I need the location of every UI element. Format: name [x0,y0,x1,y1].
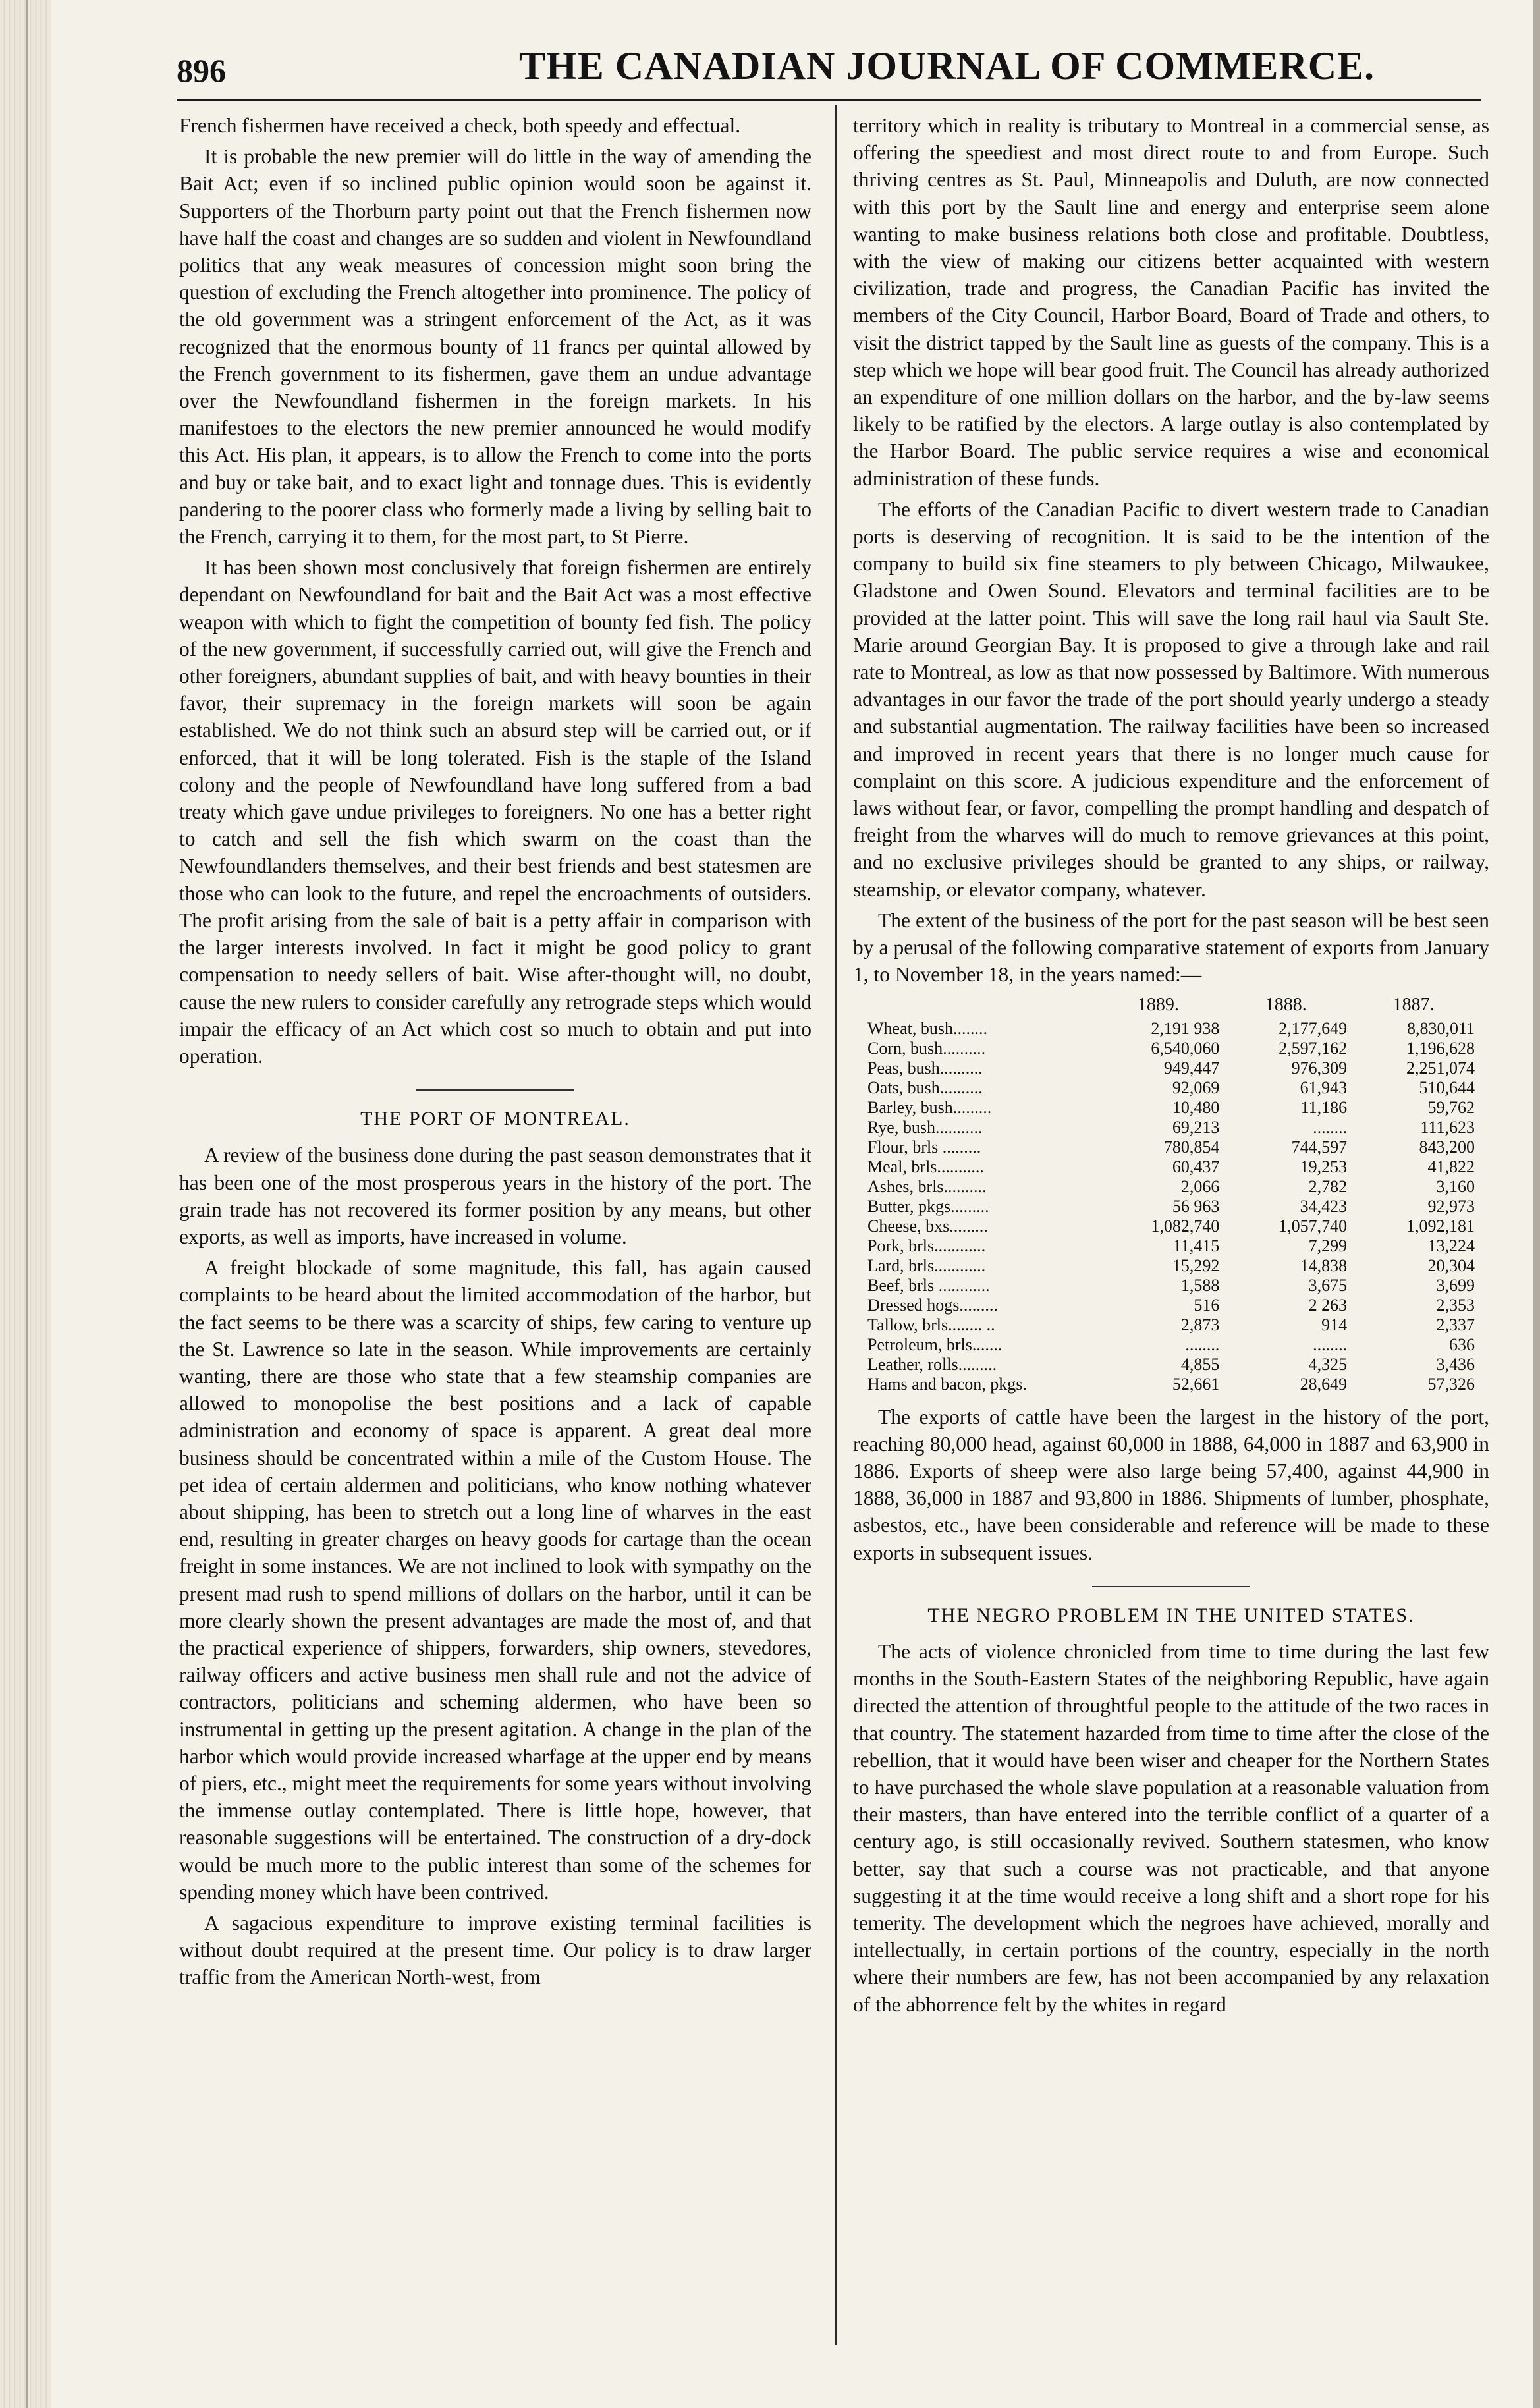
page-header [177,43,1481,90]
table-cell-1888: 28,649 [1300,1374,1348,1394]
table-cell-1889: 69,213 [1172,1117,1220,1137]
section-title-negro-problem: THE NEGRO PROBLEM IN THE UNITED STATES. [927,1604,1415,1626]
table-cell-item: Corn, bush.......... [867,1038,986,1058]
right-column [853,112,1489,2022]
table-cell-1889: 2,066 [1180,1176,1220,1196]
table-cell-item: Wheat, bush........ [867,1018,987,1038]
table-cell-1889: 56 963 [1172,1196,1220,1216]
table-cell-1887: 59,762 [1427,1097,1475,1117]
table-cell-item: Flour, brls ......... [867,1137,981,1157]
table-cell-item: Beef, brls ............ [867,1275,990,1295]
table-cell-1889: 52,661 [1172,1374,1220,1394]
paragraph: The extent of the business of the port for the past season will be best seen by a perusal of the following comparative statement of exports from January 1, to November 18, in the years named:— [853,908,1489,987]
table-cell-1888: 2 263 [1308,1295,1348,1315]
table-cell-1889: 2,873 [1180,1315,1220,1334]
table-cell-1889: 11,415 [1172,1236,1220,1255]
table-cell-1887: 20,304 [1427,1255,1475,1275]
table-cell-1887: 510,644 [1419,1078,1475,1097]
table-cell-1889: 949,447 [1163,1058,1220,1078]
table-cell-item: Barley, bush......... [867,1097,992,1117]
table-body [865,1019,1477,1394]
table-cell-1887: 92,973 [1427,1196,1475,1216]
page-right-edge [1533,0,1540,2408]
table-cell-1888: 19,253 [1300,1157,1348,1176]
table-row [865,1335,1477,1355]
table-row [865,1098,1477,1118]
table-cell-1888: 4,325 [1308,1354,1348,1374]
table-row [865,1058,1477,1078]
table-row [865,1137,1477,1157]
table-cell-1888: ........ [1313,1117,1348,1137]
table-cell-item: Peas, bush.......... [867,1058,983,1078]
table-cell-item: Ashes, brls.......... [867,1176,987,1196]
paragraph: A review of the business done during the past season demonstrates that it has been one of the most prosperous years in the history of the port. The grain trade has not recovered its former position by any means, but other exports, as well as imports, have increased in volume. [179,1143,811,1248]
paragraph: A freight blockade of some magnitude, this fall, has again caused complaints to be heard about the limited accommodation of the harbor, but the fact seems to be there was a scarcity of ships, few caring to venture up the St. Lawrence so late in the season. While improvements are certainly wanting, there are those who state that a few steamship companies are allowed to monopolise the best positions and a lack of capable administration and economy of space is apparent. A great deal more business should be concentrated within a mile of the Custom House. The pet idea of certain aldermen and politicians, who know nothing whatever about shipping, has been to stretch out a long line of wharves in the east end, resulting in greater charges on heavy goods for cartage than the ocean freight in some instances. We are not inclined to look with sympathy on the present mad rush to spend millions of dollars on the harbor, until it can be more clearly shown the present advantages are made the most of, and that the practical experience of shippers, forwarders, ship owners, stevedores, railway officers and active business men shall rule and not the advice of contractors, politicians and scheming aldermen, who have been so instrumental in getting up the present agitation. A change in the plan of the harbor which would provide increased wharfage at the upper end by means of piers, etc., might meet the requirements for some years without involving the immense outlay contemplated. There is little hope, however, that reasonable suggestions will be entertained. The construction of a dry-dock would be much more to the public interest than some of the schemes for spending money which have been contrived. [179,1256,811,1903]
table-cell-1889: ........ [1185,1334,1220,1354]
section-separator [1092,1586,1250,1587]
table-cell-1888: 11,186 [1300,1097,1348,1117]
table-cell-item: Pork, brls............ [867,1236,986,1255]
paragraph: It is probable the new premier will do little in the way of amending the Bait Act; even if so inclined public opinion would soon be against it. Supporters of the Thorburn party point out that the French fishermen now have half the coast and changes are so sudden and violent in Newfoundland politics that any weak measures of concession might soon bring the question of excluding the French altogether into prominence. The policy of the old government was a stringent enforcement of the Act, as it was recognized that the enormous bounty of 11 francs per quintal allowed by the French government to its fishermen, gave them an undue advantage over the Newfoundland fishermen in the foreign markets. In his manifestoes to the electors the new premier announced he would modify this Act. His plan, it appears, is to allow the French to come into the ports and buy or take bait, and to exact light and tonnage dues. This is evidently pandering to the poorer class who formerly made a living by selling bait to the French, carrying it to them, for the most part, to St Pierre. [179,145,811,549]
table-cell-1888: 3,675 [1308,1275,1348,1295]
table-cell-1887: 843,200 [1419,1137,1475,1157]
left-column [179,112,811,1995]
table-cell-1888: 976,309 [1291,1058,1348,1078]
paragraph: territory which in reality is tributary to Montreal in a commercial sense, as offering the speediest and most direct route to and from Europe. Such thriving centres as St. Paul, Minneapolis and Duluth, are now connected with this port by the Sault line and energy and enterprise seem alone wanting to make business relations both close and profitable. Doubtless, with the view of making our citizens better acquainted with western civilization, trade and progress, the Canadian Pacific has invited the members of the City Council, Harbor Board, Board of Trade and others, to visit the district tapped by the Sault line as guests of the company. This is a step which we hope will bear good fruit. The Council has already authorized an expenditure of one million dollars on the harbor, and the by-law seems likely to be ratified by the electors. A large outlay is also contemplated by the Harbor Board. The public service requires a wise and economical administration of these funds. [853,114,1489,490]
table-cell-1887: 13,224 [1427,1236,1475,1255]
binding-edge-line [26,0,28,2408]
journal-title: THE CANADIAN JOURNAL OF COMMERCE. [519,44,1375,88]
table-cell-1889: 6,540,060 [1151,1038,1220,1058]
table-cell-item: Petroleum, brls....... [867,1334,1003,1354]
table-cell-item: Meal, brls........... [867,1157,984,1176]
exports-table [865,995,1477,1394]
table-cell-1887: 2,353 [1436,1295,1475,1315]
table-row [865,1256,1477,1276]
column-divider [835,105,837,2345]
table-cell-1888: ........ [1313,1334,1348,1354]
table-cell-1887: 1,092,181 [1406,1216,1475,1236]
table-cell-1888: 914 [1321,1315,1348,1334]
table-row [865,1315,1477,1335]
table-cell-1888: 34,423 [1300,1196,1348,1216]
table-cell-1887: 2,337 [1436,1315,1475,1334]
page-number: 896 [177,52,226,89]
table-cell-1887: 1,196,628 [1406,1038,1475,1058]
paragraph: The acts of violence chronicled from time to time during the last few months in the South-Eastern States of the neighboring Republic, have again directed the attention of throughtful people to the attitude of the two races in that country. The statement hazarded from time to time after the close of the rebellion, that it would have been wiser and cheaper for the Northern States to have purchased the whole slave population at a reasonable valuation from their masters, than have entered into the terrible conflict of a quarter of a century ago, is still occasionally revived. Southern statesmen, who know better, say that such a course was not practicable, and that anyone suggesting it at the time would receive a long shift and a short rope for his temerity. The development which the negroes have achieved, morally and intellectually, in certain portions of the country, especially in the north where their numbers are few, has not been accompanied by any relaxation of the abhorrence felt by the whites in regard [853,1639,1489,2016]
section-separator [416,1089,574,1091]
table-cell-1889: 1,588 [1180,1275,1220,1295]
table-cell-1888: 2,177,649 [1279,1018,1348,1038]
table-cell-1888: 14,838 [1300,1255,1348,1275]
table-row [865,1296,1477,1315]
table-cell-1887: 3,436 [1436,1354,1475,1374]
header-rule [177,99,1481,101]
table-cell-1889: 516 [1194,1295,1220,1315]
table-cell-1887: 57,326 [1427,1374,1475,1394]
table-cell-1889: 4,855 [1180,1354,1220,1374]
section-title-port-of-montreal: THE PORT OF MONTREAL. [360,1108,630,1130]
paragraph: French fishermen have received a check, both speedy and effectual. [179,114,741,137]
table-cell-1889: 92,069 [1172,1078,1220,1097]
table-cell-1889: 15,292 [1172,1255,1220,1275]
table-cell-1887: 636 [1449,1334,1475,1354]
table-cell-1888: 2,782 [1308,1176,1348,1196]
table-cell-1889: 780,854 [1163,1137,1220,1157]
table-cell-1887: 3,160 [1436,1176,1475,1196]
table-cell-1887: 8,830,011 [1406,1018,1475,1038]
binding-gutter [0,0,51,2408]
table-row [865,1078,1477,1098]
table-cell-item: Rye, bush........... [867,1117,983,1137]
table-cell-item: Butter, pkgs......... [867,1196,989,1216]
table-cell-1888: 744,597 [1291,1137,1348,1157]
table-cell-1888: 7,299 [1308,1236,1348,1255]
table-row [865,1276,1477,1296]
table-row [865,1157,1477,1177]
table-header-year: 1888. [1265,994,1307,1015]
table-row [865,1375,1477,1394]
paragraph: The efforts of the Canadian Pacific to divert western trade to Canadian ports is deserving of recognition. It is said to be the intention of the company to build six fine steamers to ply between Chicago, Milwaukee, Gladstone and Owen Sound. Elevators and terminal facilities are to be provided at the latter point. This will save the long rail haul via Sault Ste. Marie around Georgian Bay. It is proposed to give a through lake and rail rate to Montreal, as low as that now possessed by Baltimore. With numerous advantages in our favor the trade of the port should yearly undergo a steady and substantial augmentation. The railway facilities have been so increased and improved in recent years that there is no longer much cause for complaint on this score. A judicious expenditure and the enforcement of laws without fear, or favor, compelling the prompt handling and despatch of freight from the wharves will do much to remove grievances at this point, and no exclusive privileges should be granted to any ships, or railway, steamship, or elevator company, whatever. [853,497,1489,901]
table-cell-1888: 1,057,740 [1279,1216,1348,1236]
table-cell-1888: 2,597,162 [1279,1038,1348,1058]
table-cell-1889: 1,082,740 [1151,1216,1220,1236]
table-cell-1887: 111,623 [1420,1117,1475,1137]
table-row [865,1039,1477,1058]
table-cell-1887: 3,699 [1436,1275,1475,1295]
table-header-year: 1887. [1392,994,1435,1015]
table-row [865,1019,1477,1039]
table-cell-item: Hams and bacon, pkgs. [867,1374,1027,1394]
table-cell-1889: 60,437 [1172,1157,1220,1176]
table-header-year: 1889. [1137,994,1179,1015]
table-row [865,1217,1477,1236]
table-cell-item: Leather, rolls......... [867,1354,997,1374]
table-cell-item: Lard, brls............ [867,1255,986,1275]
table-header-row [865,995,1477,1019]
table-row [865,1197,1477,1217]
table-cell-1887: 2,251,074 [1406,1058,1475,1078]
table-cell-1887: 41,822 [1427,1157,1475,1176]
table-row [865,1236,1477,1256]
table-row [865,1118,1477,1137]
paragraph: The exports of cattle have been the largest in the history of the port, reaching 80,000 head, against 60,000 in 1888, 64,000 in 1887 and 63,900 in 1886. Exports of sheep were also large being 57,400, against 44,900 in 1888, 36,000 in 1887 and 93,800 in 1886. Shipments of lumber, phosphate, asbestos, etc., have been considerable and reference will be made to these exports in subsequent issues. [853,1405,1489,1564]
paragraph: A sagacious expenditure to improve existing terminal facilities is without doubt required at the present time. Our policy is to draw larger traffic from the American North-west, from [179,1911,811,1989]
table-cell-1889: 2,191 938 [1151,1018,1220,1038]
table-cell-item: Cheese, bxs......... [867,1216,988,1236]
paragraph: It has been shown most conclusively that foreign fishermen are entirely dependant on Newfoundland for bait and the Bait Act was a most effective weapon with which to fight the competition of bounty fed fish. The policy of the new government, if successfully carried out, will give the French and other foreigners, abundant supplies of bait, and with heavy bounties in their favor, their supremacy in the foreign markets will soon be again established. We do not think such an absurd step will be carried out, or if enforced, that it will be long tolerated. Fish is the staple of the Island colony and the people of Newfoundland have long suffered from a bad treaty which gave undue privileges to foreigners. No one has a better right to catch and sell the fish which swarm on the coast than the Newfoundlanders themselves, and their best friends and best statesmen are those who can look to the future, and repel the encroachments of outsiders. The profit arising from the sale of bait is a petty affair in comparison with the larger interests involved. In fact it might be good policy to grant compensation to needy sellers of bait. Wise after-thought will, no doubt, cause the new rulers to consider carefully any retrograde steps which would impair the efficacy of an Act which cost so much to obtain and put into operation. [179,556,811,1068]
table-cell-item: Dressed hogs......... [867,1295,998,1315]
table-cell-item: Oats, bush.......... [867,1078,983,1097]
table-cell-1889: 10,480 [1172,1097,1220,1117]
table-row [865,1355,1477,1375]
table-header-item [865,995,1094,1019]
table-cell-item: Tallow, brls........ .. [867,1315,995,1334]
table-row [865,1177,1477,1197]
table-cell-1888: 61,943 [1300,1078,1348,1097]
